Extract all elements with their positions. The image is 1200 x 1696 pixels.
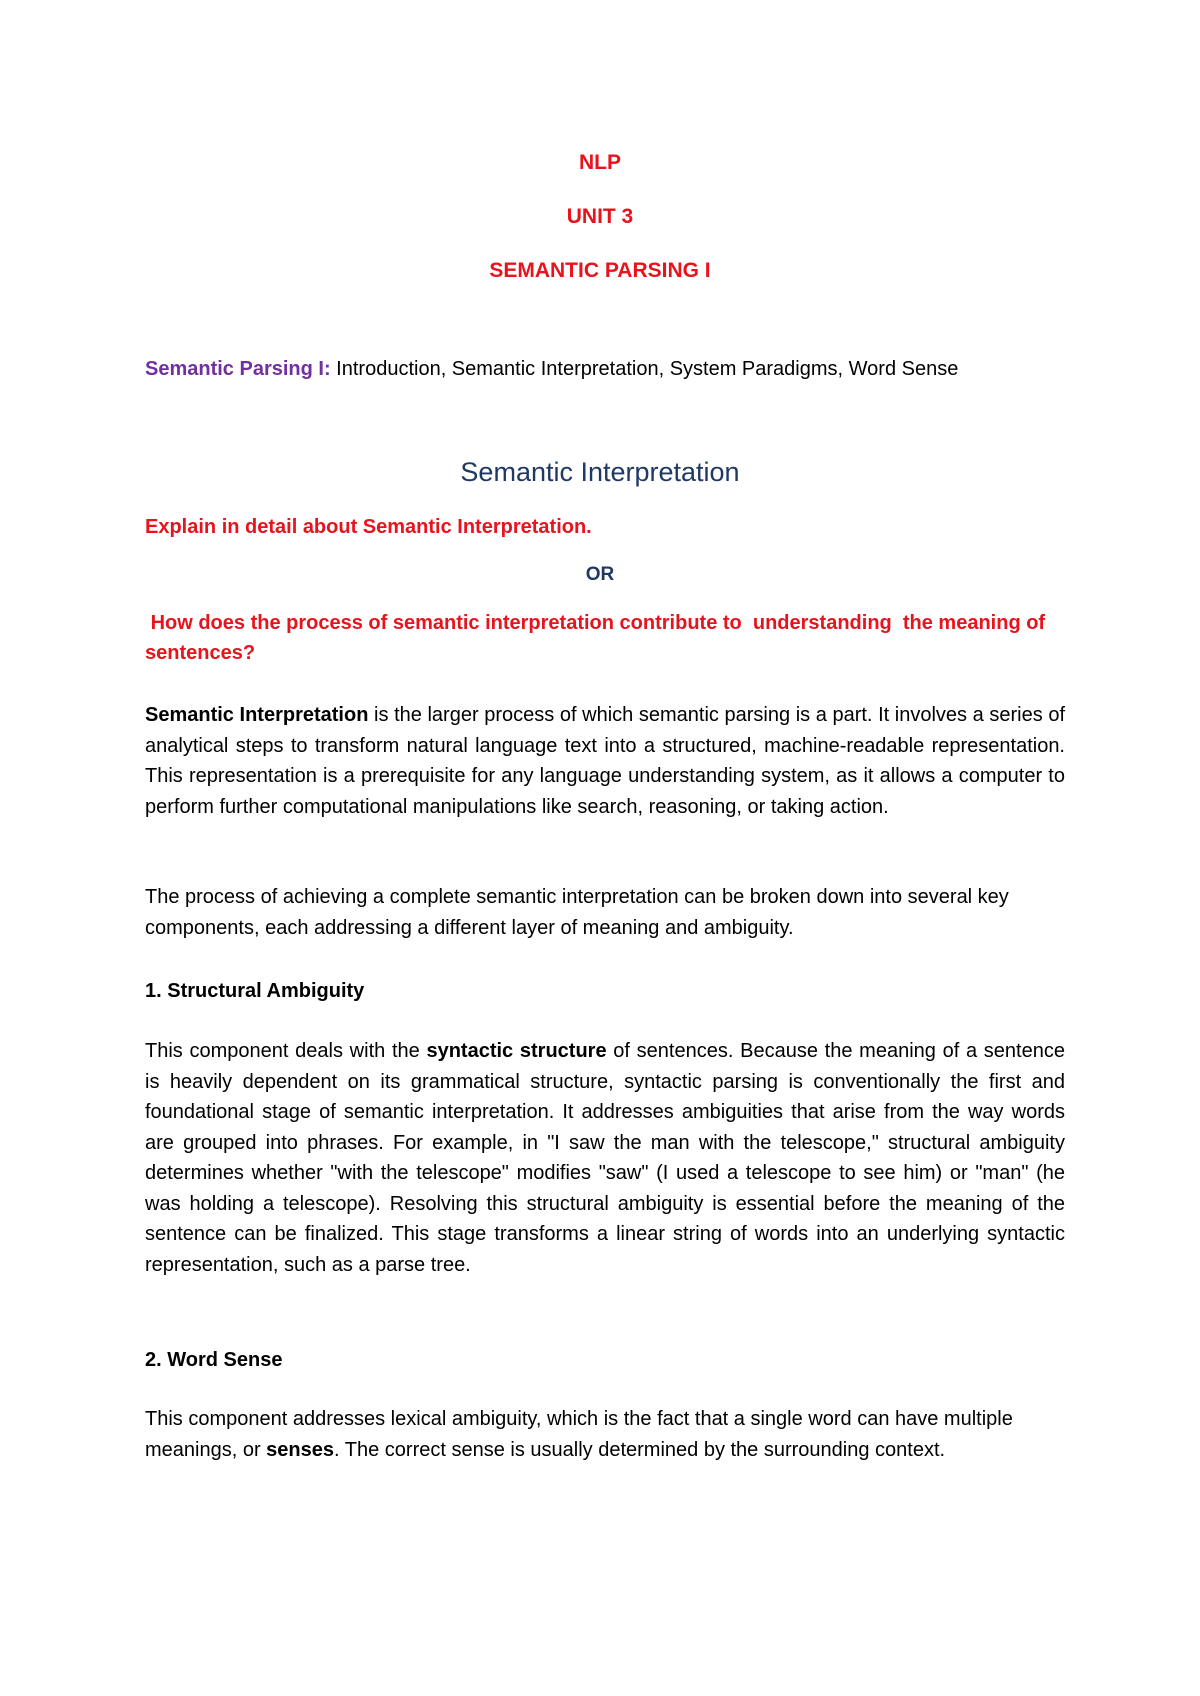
word-sense-text-b: . The correct sense is usually determined by the surrounding context. xyxy=(334,1438,946,1461)
syllabus-line xyxy=(145,356,958,382)
structural-term: syntactic structure xyxy=(426,1040,607,1062)
unit-title: UNIT 3 xyxy=(566,205,634,228)
intro-paragraph xyxy=(145,700,1065,822)
syllabus-topics: Introduction, Semantic Interpretation, System Paradigms, Word Sense xyxy=(330,358,959,380)
structural-text-a: This component deals with the xyxy=(145,1040,427,1062)
syllabus-label: Semantic Parsing I: xyxy=(145,358,331,380)
structural-heading: 1. Structural Ambiguity xyxy=(145,980,365,1002)
word-sense-text-a: This component addresses lexical ambiguity, which is the fact that a single word can have multiple meanings, or xyxy=(145,1408,1013,1461)
structural-paragraph xyxy=(145,1036,1065,1280)
or-separator: OR xyxy=(585,564,615,585)
word-sense-term: senses xyxy=(266,1438,335,1461)
section-heading: Semantic Interpretation xyxy=(460,457,740,487)
structural-text-b: of sentences. Because the meaning of a sentence is heavily dependent on its grammatical structure, syntactic parsing is conventionally the first and foundational stage of semantic interpretation. It addresses ambiguities that arise from the way words are grouped into phrases. For example, in "I saw the man with the telescope," structural ambiguity determines whether "with the telescope" modifies "saw" (I used a telescope to see him) or "man" (he was holding a telescope). Resolving this structural ambiguity is essential before the meaning of the sentence can be finalized. This stage transforms a linear string of words into an underlying syntactic representation, such as a parse tree. xyxy=(145,1040,1065,1276)
course-title: NLP xyxy=(579,151,621,174)
intro-term: Semantic Interpretation xyxy=(145,704,369,726)
intro-text: is the larger process of which semantic parsing is a part. It involves a series of analytical steps to transform natural language text into a structured, machine-readable representation. This representation is a prerequisite for any language understanding system, as it allows a computer to perform further computational manipulations like search, reasoning, or taking action. xyxy=(145,704,1066,818)
question-2: How does the process of semantic interpretation contribute to understanding the meaning of sentences? xyxy=(145,612,1057,664)
process-paragraph: The process of achieving a complete semantic interpretation can be broken down into several key components, each addressing a different layer of meaning and ambiguity. xyxy=(145,886,1009,939)
question-1: Explain in detail about Semantic Interpretation. xyxy=(145,516,592,538)
word-sense-paragraph xyxy=(145,1404,1065,1465)
word-sense-heading: 2. Word Sense xyxy=(145,1349,283,1371)
chapter-title: SEMANTIC PARSING I xyxy=(489,259,711,282)
